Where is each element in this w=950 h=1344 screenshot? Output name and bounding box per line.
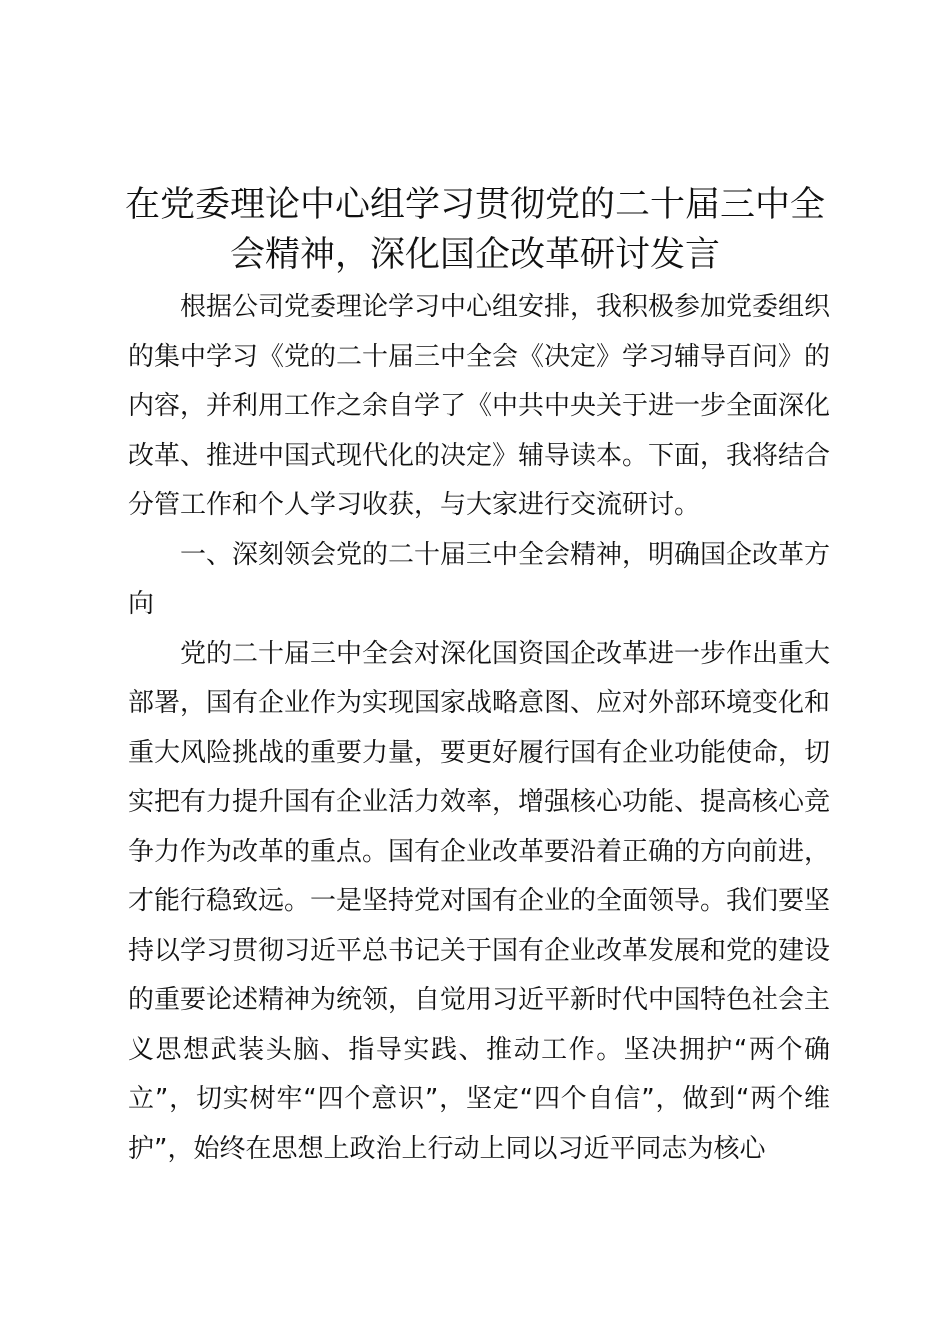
section-heading-1: 一、深刻领会党的二十届三中全会精神，明确国企改革方向: [128, 539, 831, 619]
paragraph-intro: 根据公司党委理论学习中心组安排，我积极参加党委组织的集中学习《党的二十届三中全会《决定》学习辅导百问》的内容，并利用工作之余自学了《中共中央关于进一步全面深化改革、推进中国式现代化的决定》辅导读本。下面，我将结合分管工作和个人学习收获，与大家进行交流研讨。: [128, 292, 831, 520]
document-body: [128, 283, 830, 1174]
document-title: 在党委理论中心组学习贯彻党的二十届三中全会精神，深化国企改革研讨发言: [124, 185, 825, 275]
paragraph-section-1: 党的二十届三中全会对深化国资国企改革进一步作出重大部署，国有企业作为实现国家战略意图、应对外部环境变化和重大风险挑战的重要力量，要更好履行国有企业功能使命，切实把有力提升国有企业活力效率，增强核心功能、提高核心竞争力作为改革的重点。国有企业改革要沿着正确的方向前进，才能行稳致远。一是坚持党对国有企业的全面领导。我们要坚持以学习贯彻习近平总书记关于国有企业改革发展和党的建设的重要论述精神为统领，自觉用习近平新时代中国特色社会主义思想武装头脑、指导实践、推动工作。坚决拥护“两个确立”，切实树牢“四个意识”，坚定“四个自信”，做到“两个维护”，始终在思想上政治上行动上同以习近平同志为核心: [128, 638, 831, 1164]
